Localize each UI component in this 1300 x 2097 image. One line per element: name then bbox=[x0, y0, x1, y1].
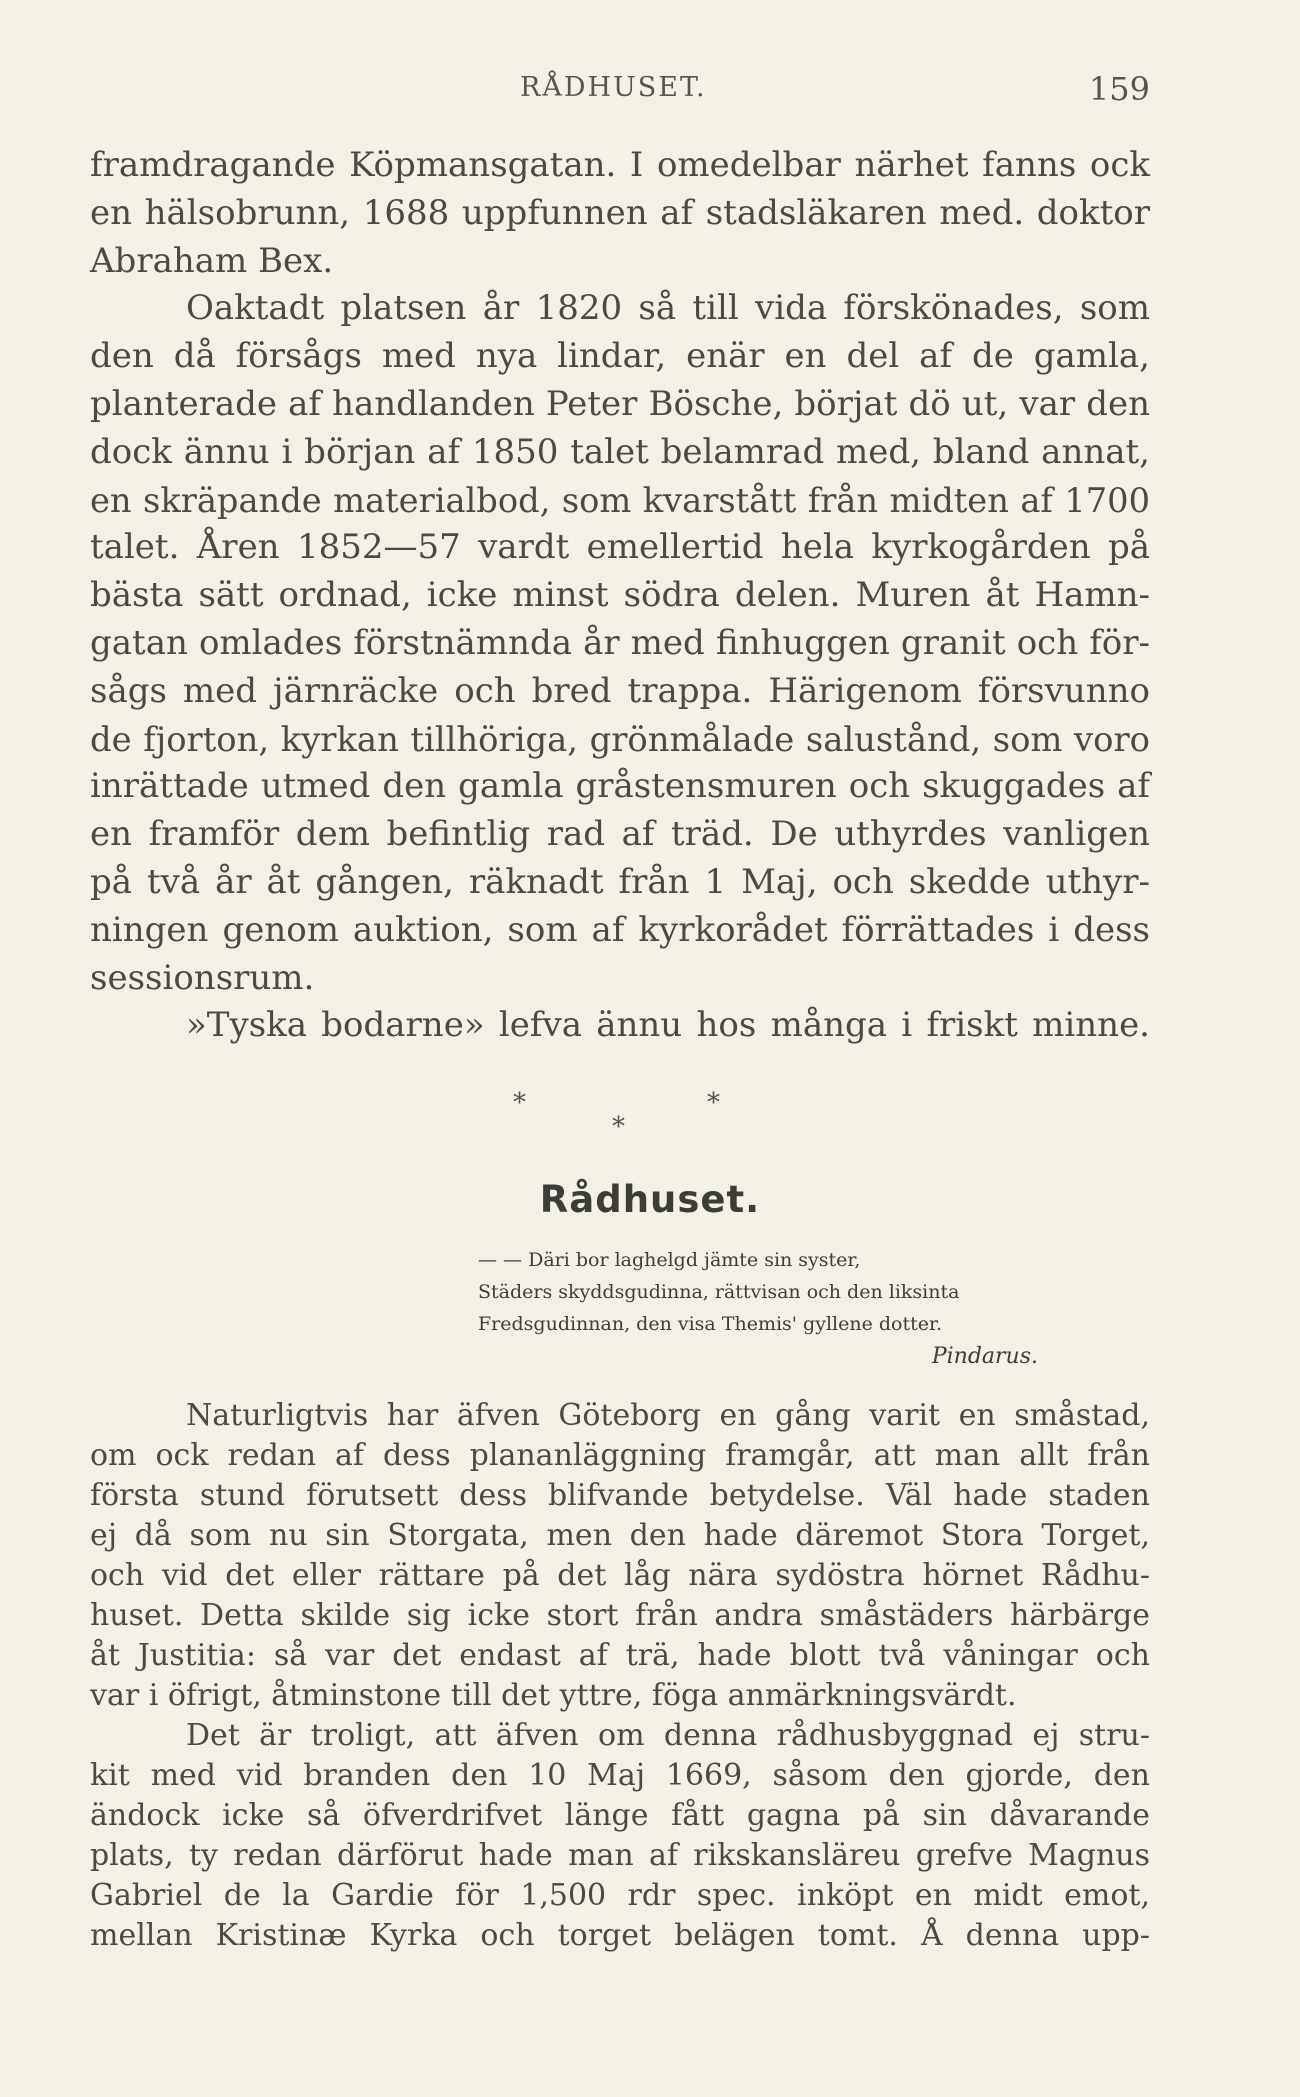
text-line: plats, ty redan därförut hade man af rikskansläreu grefve Magnus bbox=[90, 1838, 1150, 1873]
text-line: dock ännu i början af 1850 talet belamrad med, bland annat, bbox=[90, 431, 1150, 472]
text-line: Gabriel de la Gardie för 1,500 rdr spec. inköpt en midt emot, bbox=[90, 1878, 1150, 1913]
text-line: en skräpande materialbod, som kvarstått från midten af 1700 bbox=[90, 480, 1150, 520]
text-line: huset. Detta skilde sig icke stort från andra småstäders härbärge bbox=[90, 1598, 1150, 1633]
text-line: om ock redan af dess plananläggning framgår, att man allt från bbox=[90, 1438, 1150, 1473]
text-line: och vid det eller rättare på det låg nära sydöstra hörnet Rådhu- bbox=[90, 1558, 1150, 1593]
text-line: mellan Kristinæ Kyrka och torget belägen tomt. Å denna upp- bbox=[90, 1918, 1150, 1953]
epigraph bbox=[478, 1244, 1044, 1374]
ornament-star-right: * bbox=[707, 1088, 720, 1118]
text-line: bästa sätt ordnad, icke minst södra delen. Muren åt Hamn- bbox=[90, 575, 1150, 616]
page-number: 159 bbox=[1088, 70, 1150, 108]
running-head bbox=[0, 72, 1300, 112]
epigraph-line: — — Däri bor laghelgd jämte sin syster, bbox=[478, 1249, 861, 1271]
ornament-star-left: * bbox=[513, 1088, 526, 1118]
text-line: de fjorton, kyrkan tillhöriga, grönmålade salustånd, som voro bbox=[90, 719, 1150, 759]
text-line: gatan omlades förstnämnda år med finhuggen granit och för- bbox=[90, 622, 1150, 663]
text-line: Oaktadt platsen år 1820 så till vida förskönades, som bbox=[186, 288, 1150, 329]
text-line: Det är troligt, att äfven om denna rådhusbyggnad ej stru- bbox=[186, 1718, 1150, 1753]
text-line: den då försågs med nya lindar, enär en del af de gamla, bbox=[90, 336, 1150, 377]
text-line: ändock icke så öfverdrifvet länge fått gagna på sin dåvarande bbox=[90, 1798, 1150, 1833]
text-line: Naturligtvis har äfven Göteborg en gång varit en småstad, bbox=[186, 1398, 1150, 1433]
text-line: på två år åt gången, räknadt från 1 Maj, och skedde uthyr- bbox=[90, 861, 1150, 902]
text-line: var i öfrigt, åtminstone till det yttre, föga anmärkningsvärdt. bbox=[90, 1678, 1017, 1713]
section-title: Rådhuset. bbox=[539, 1178, 761, 1221]
body-text-top bbox=[90, 142, 1150, 1050]
text-line: ningen genom auktion, som af kyrkorådet förrättades i dess bbox=[90, 909, 1150, 950]
text-line: »Tyska bodarne» lefva ännu hos många i friskt minne. bbox=[186, 1005, 1150, 1046]
text-line: ej då som nu sin Storgata, men den hade däremot Stora Torget, bbox=[90, 1518, 1150, 1553]
epigraph-attribution: Pindarus. bbox=[931, 1344, 1038, 1369]
text-line: första stund förutsett dess blifvande betydelse. Väl hade staden bbox=[90, 1478, 1150, 1513]
epigraph-line: Fredsgudinnan, den visa Themis' gyllene dotter. bbox=[478, 1313, 943, 1335]
text-line: sessionsrum. bbox=[90, 957, 315, 998]
text-line: talet. Åren 1852—57 vardt emellertid hela kyrkogården på bbox=[90, 527, 1150, 568]
text-line: planterade af handlanden Peter Bösche, börjat dö ut, var den bbox=[90, 383, 1150, 424]
text-line: framdragande Köpmansgatan. I omedelbar närhet fanns ock bbox=[90, 145, 1150, 185]
running-head-title: RÅDHUSET. bbox=[520, 72, 707, 103]
ornament-star-center: * bbox=[612, 1112, 625, 1142]
body-text-bottom bbox=[90, 1396, 1150, 1956]
text-line: Abraham Bex. bbox=[90, 240, 334, 281]
text-line: inrättade utmed den gamla gråstensmuren och skuggades af bbox=[90, 766, 1150, 807]
text-line: en framför dem befintlig rad af träd. De uthyrdes vanligen bbox=[90, 814, 1150, 855]
epigraph-line: Städers skyddsgudinna, rättvisan och den liksinta bbox=[478, 1281, 960, 1303]
text-line: en hälsobrunn, 1688 uppfunnen af stadsläkaren med. doktor bbox=[90, 192, 1150, 233]
text-line: åt Justitia: så var det endast af trä, hade blott två våningar och bbox=[90, 1638, 1150, 1673]
text-line: sågs med järnräcke och bred trappa. Härigenom försvunno bbox=[90, 670, 1150, 711]
text-line: kit med vid branden den 10 Maj 1669, såsom den gjorde, den bbox=[90, 1758, 1150, 1793]
